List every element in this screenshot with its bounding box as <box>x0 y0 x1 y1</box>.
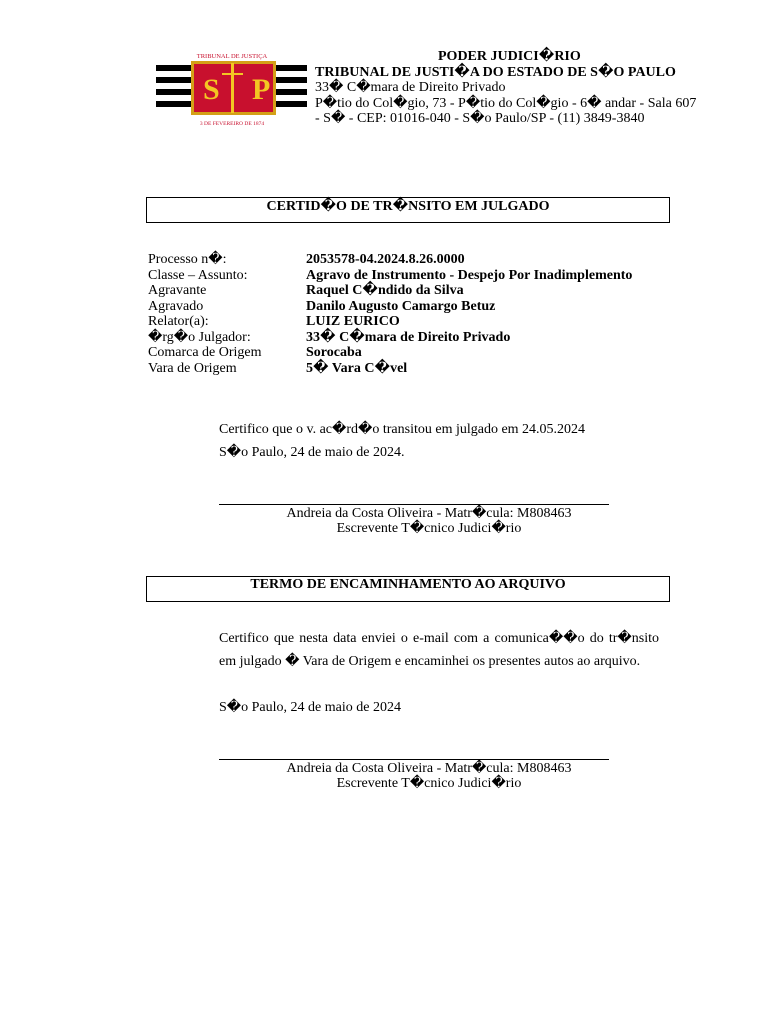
signer-role: Escrevente T�cnico Judici�rio <box>336 521 522 536</box>
field-value: Sorocaba <box>306 345 362 360</box>
certidao-title-box <box>146 197 670 223</box>
signature-line <box>219 759 609 760</box>
termo-title-box <box>146 576 670 602</box>
certify-text: Certifico que o v. ac�rd�o transitou em julgado em 24.05.2024 <box>219 422 586 437</box>
field-label: Vara de Origem <box>148 360 237 376</box>
svg-text:TRIBUNAL DE JUSTIÇA: TRIBUNAL DE JUSTIÇA <box>196 53 268 60</box>
field-value: LUIZ EURICO <box>306 314 400 329</box>
field-value: 5� Vara C�vel <box>306 360 408 376</box>
header-cep: - S� - CEP: 01016-040 - S�o Paulo/SP - (11) 3849-3840 <box>315 111 645 126</box>
svg-text:S: S <box>203 73 220 106</box>
termo-date: S�o Paulo, 24 de maio de 2024 <box>219 700 401 715</box>
header-poder-judiciario: PODER JUDICI�RIO <box>438 49 581 64</box>
signer-name: Andreia da Costa Oliveira - Matr�cula: M808463 <box>286 506 572 521</box>
header-tribunal: TRIBUNAL DE JUSTI�A DO ESTADO DE S�O PAULO <box>315 65 676 80</box>
court-seal-logo <box>156 51 307 128</box>
field-label: Classe – Assunto: <box>148 267 248 283</box>
field-label: Processo n�: <box>148 252 227 267</box>
field-value: Danilo Augusto Camargo Betuz <box>306 298 496 314</box>
signer-role: Escrevente T�cnico Judici�rio <box>336 776 522 791</box>
header-camara: 33� C�mara de Direito Privado <box>315 80 506 95</box>
svg-text:3 DE FEVEREIRO DE 1874: 3 DE FEVEREIRO DE 1874 <box>199 121 265 127</box>
field-label: Agravante <box>148 283 207 298</box>
field-value: Agravo de Instrumento - Despejo Por Inadimplemento <box>306 267 633 283</box>
signature-line <box>219 504 609 505</box>
field-label: �rg�o Julgador: <box>148 329 251 345</box>
field-value: 33� C�mara de Direito Privado <box>306 329 511 345</box>
termo-paragraph-line1: Certifico que nesta data enviei o e-mail com a comunica��o do tr�nsito <box>219 631 659 646</box>
termo-title: TERMO DE ENCAMINHAMENTO AO ARQUIVO <box>250 577 566 592</box>
certify-date: S�o Paulo, 24 de maio de 2024. <box>219 445 405 460</box>
header-address: P�tio do Col�gio, 73 - P�tio do Col�gio - 6� andar - Sala 607 <box>315 96 697 111</box>
certidao-title: CERTID�O DE TR�NSITO EM JULGADO <box>266 199 550 214</box>
svg-text:P: P <box>252 73 271 106</box>
field-label: Agravado <box>148 298 204 314</box>
field-label: Comarca de Origem <box>148 345 262 360</box>
field-value: 2053578-04.2024.8.26.0000 <box>306 252 465 267</box>
termo-paragraph-line2: em julgado � Vara de Origem e encaminhei os presentes autos ao arquivo. <box>219 654 641 669</box>
field-value: Raquel C�ndido da Silva <box>306 283 464 298</box>
signer-name: Andreia da Costa Oliveira - Matr�cula: M808463 <box>286 761 572 776</box>
field-label: Relator(a): <box>148 314 209 329</box>
